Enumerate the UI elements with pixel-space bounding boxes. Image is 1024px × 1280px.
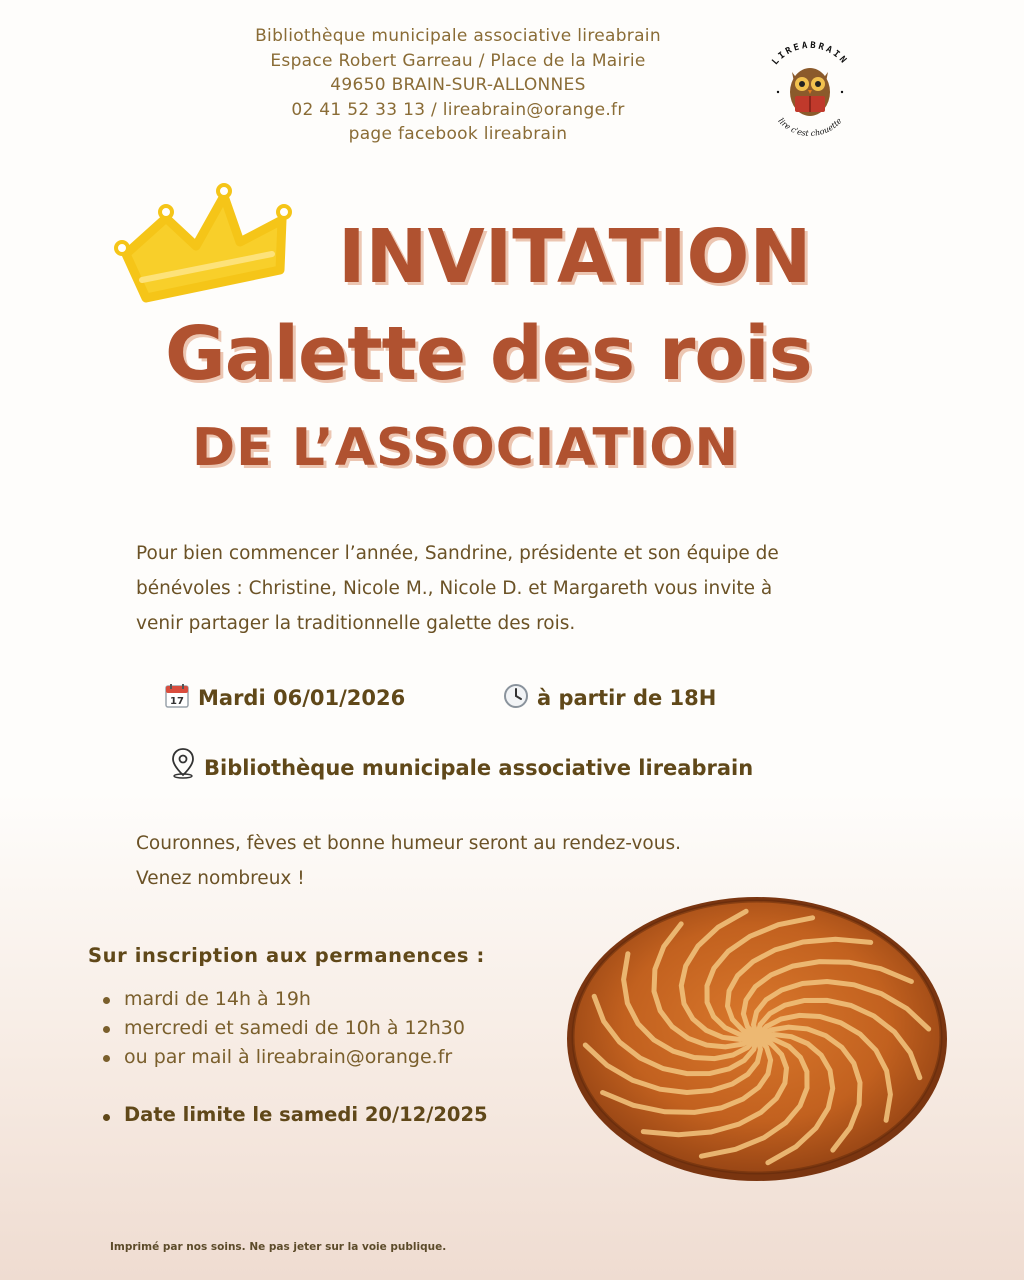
intro-line: bénévoles : Christine, Nicole M., Nicole D. et Margareth vous invite à bbox=[136, 578, 773, 599]
registration-deadline: Date limite le samedi 20/12/2025 bbox=[100, 1103, 488, 1126]
logo-top-text: LIREABRAIN bbox=[770, 40, 850, 68]
event-place bbox=[170, 747, 753, 780]
event-date bbox=[164, 683, 405, 710]
closing-line: Venez nombreux ! bbox=[136, 868, 305, 889]
registration-title: Sur inscription aux permanences : bbox=[88, 944, 485, 967]
closing-paragraph bbox=[136, 826, 681, 896]
library-address-block bbox=[150, 24, 766, 147]
street-address: Espace Robert Garreau / Place de la Mairie bbox=[270, 50, 646, 71]
facebook-page: page facebook lireabrain bbox=[348, 124, 568, 144]
event-place-text: Bibliothèque municipale associative lireabrain bbox=[204, 756, 754, 780]
intro-paragraph bbox=[136, 536, 896, 641]
invitation-title: INVITATION bbox=[338, 214, 812, 300]
print-notice: Imprimé par nos soins. Ne pas jeter sur la voie publique. bbox=[110, 1241, 447, 1253]
lireabrain-logo bbox=[748, 28, 868, 138]
city-postcode: 49650 BRAIN-SUR-ALLONNES bbox=[330, 75, 586, 95]
crown-icon bbox=[112, 182, 294, 314]
library-name: Bibliothèque municipale associative lireabrain bbox=[255, 26, 661, 46]
list-item: ou par mail à lireabrain@orange.fr bbox=[100, 1043, 465, 1072]
galette-title: Galette des rois bbox=[165, 311, 812, 397]
intro-line: venir partager la traditionnelle galette des rois. bbox=[136, 613, 576, 634]
event-date-text: Mardi 06/01/2026 bbox=[198, 686, 406, 710]
event-time bbox=[503, 683, 716, 710]
association-title: DE L’ASSOCIATION bbox=[192, 418, 739, 478]
owl-reading-book-icon bbox=[777, 68, 843, 116]
calendar-icon bbox=[164, 683, 190, 709]
intro-line: Pour bien commencer l’année, Sandrine, présidente et son équipe de bbox=[136, 543, 779, 564]
location-pin-icon bbox=[170, 747, 196, 779]
logo-bottom-text: lire c'est chouette bbox=[776, 116, 844, 138]
closing-line: Couronnes, fèves et bonne humeur seront au rendez-vous. bbox=[136, 833, 681, 854]
registration-list bbox=[100, 985, 465, 1072]
phone-email: 02 41 52 33 13 / lireabrain@orange.fr bbox=[291, 99, 625, 120]
galette-des-rois-icon bbox=[562, 893, 952, 1183]
list-item: mercredi et samedi de 10h à 12h30 bbox=[100, 1014, 465, 1043]
clock-icon bbox=[503, 683, 529, 709]
event-time-text: à partir de 18H bbox=[537, 686, 717, 710]
list-item: mardi de 14h à 19h bbox=[100, 985, 465, 1014]
svg-text:17: 17 bbox=[170, 696, 184, 707]
